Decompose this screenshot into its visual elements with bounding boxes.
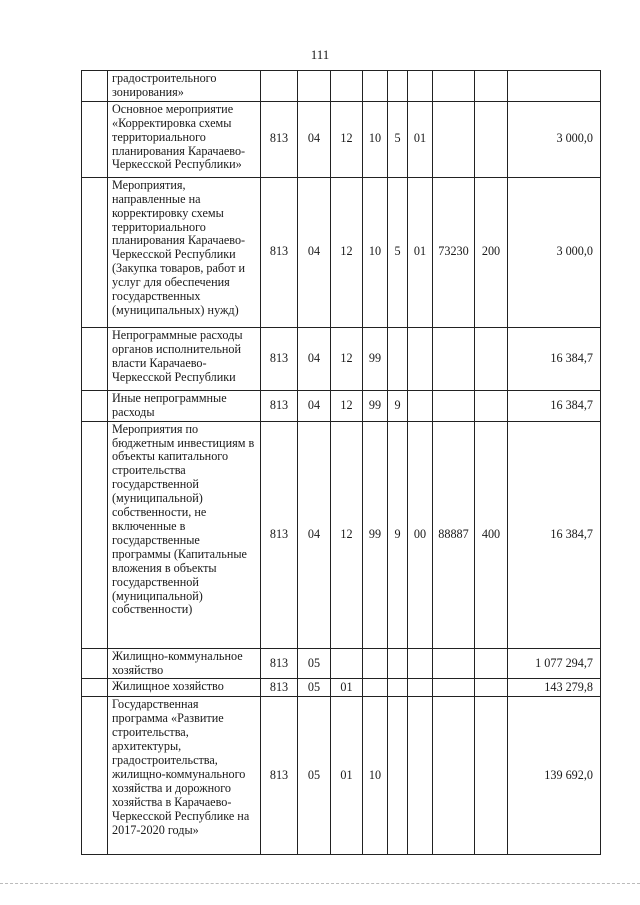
- section-code-cell: [298, 71, 331, 102]
- subprogram-code-cell: 5: [388, 101, 408, 177]
- event-code-cell: [408, 648, 433, 679]
- expense-type-cell: [475, 697, 508, 855]
- section-code-cell: 04: [298, 327, 331, 390]
- table-row: [82, 421, 601, 648]
- program-code-cell: [363, 679, 388, 697]
- item-name-cell: Жилищно-коммунальное хозяйство: [108, 648, 261, 679]
- amount-cell: 1 077 294,7: [508, 648, 601, 679]
- ministry-code-cell: [261, 71, 298, 102]
- ministry-code-cell: 813: [261, 421, 298, 648]
- row-number-cell: [82, 421, 108, 648]
- amount-cell: 3 000,0: [508, 177, 601, 327]
- amount-cell: 16 384,7: [508, 421, 601, 648]
- amount-cell: 16 384,7: [508, 327, 601, 390]
- table-row: [82, 177, 601, 327]
- row-number-cell: [82, 71, 108, 102]
- direction-code-cell: [433, 101, 475, 177]
- subsection-code-cell: 12: [331, 390, 363, 421]
- expense-type-cell: 400: [475, 421, 508, 648]
- amount-cell: 3 000,0: [508, 101, 601, 177]
- direction-code-cell: [433, 648, 475, 679]
- ministry-code-cell: 813: [261, 101, 298, 177]
- table-row: [82, 390, 601, 421]
- section-code-cell: 05: [298, 679, 331, 697]
- section-code-cell: 04: [298, 421, 331, 648]
- direction-code-cell: [433, 697, 475, 855]
- program-code-cell: 10: [363, 101, 388, 177]
- direction-code-cell: [433, 390, 475, 421]
- item-name-cell: Жилищное хозяйство: [108, 679, 261, 697]
- subprogram-code-cell: [388, 327, 408, 390]
- budget-table: [81, 70, 601, 855]
- table-row: [82, 648, 601, 679]
- expense-type-cell: [475, 101, 508, 177]
- item-name-cell: Государственная программа «Развитие строительства, архитектуры, градостроительства, жилищно-коммунального хозяйства и дорожного хозяйства в Карачаево-Черкесской Республике на 2017-2020 годы»: [108, 697, 261, 855]
- section-code-cell: 04: [298, 177, 331, 327]
- expense-type-cell: [475, 71, 508, 102]
- subprogram-code-cell: [388, 71, 408, 102]
- subsection-code-cell: 12: [331, 177, 363, 327]
- expense-type-cell: [475, 390, 508, 421]
- ministry-code-cell: 813: [261, 697, 298, 855]
- ministry-code-cell: 813: [261, 679, 298, 697]
- direction-code-cell: [433, 679, 475, 697]
- table-row: [82, 71, 601, 102]
- program-code-cell: [363, 71, 388, 102]
- subsection-code-cell: [331, 648, 363, 679]
- program-code-cell: 99: [363, 327, 388, 390]
- program-code-cell: 10: [363, 697, 388, 855]
- subsection-code-cell: 01: [331, 679, 363, 697]
- expense-type-cell: [475, 679, 508, 697]
- expense-type-cell: [475, 327, 508, 390]
- ministry-code-cell: 813: [261, 390, 298, 421]
- subprogram-code-cell: 9: [388, 390, 408, 421]
- row-number-cell: [82, 697, 108, 855]
- table-row: [82, 679, 601, 697]
- section-code-cell: 05: [298, 648, 331, 679]
- ministry-code-cell: 813: [261, 648, 298, 679]
- subprogram-code-cell: [388, 697, 408, 855]
- row-number-cell: [82, 679, 108, 697]
- subprogram-code-cell: [388, 679, 408, 697]
- ministry-code-cell: 813: [261, 327, 298, 390]
- table-row: [82, 327, 601, 390]
- row-number-cell: [82, 327, 108, 390]
- program-code-cell: [363, 648, 388, 679]
- item-name-cell: Мероприятия по бюджетным инвестициям в объекты капитального строительства государственной (муниципальной) собственности, не включенные в государственные программы (Капитальные вложения в объекты государственной (муниципальной) собственности): [108, 421, 261, 648]
- expense-type-cell: [475, 648, 508, 679]
- subsection-code-cell: 12: [331, 327, 363, 390]
- event-code-cell: [408, 679, 433, 697]
- page-number: 111: [310, 47, 330, 62]
- section-code-cell: 04: [298, 390, 331, 421]
- amount-cell: 139 692,0: [508, 697, 601, 855]
- section-code-cell: 04: [298, 101, 331, 177]
- row-number-cell: [82, 101, 108, 177]
- program-code-cell: 10: [363, 177, 388, 327]
- program-code-cell: 99: [363, 421, 388, 648]
- subsection-code-cell: 12: [331, 421, 363, 648]
- subsection-code-cell: 12: [331, 101, 363, 177]
- section-code-cell: 05: [298, 697, 331, 855]
- event-code-cell: [408, 327, 433, 390]
- expense-type-cell: 200: [475, 177, 508, 327]
- item-name-cell: Основное мероприятие «Корректировка схемы территориального планирования Карачаево-Черкесской Республики»: [108, 101, 261, 177]
- item-name-cell: Мероприятия, направленные на корректировку схемы территориального планирования Карачаево-Черкесской Республики (Закупка товаров, работ и услуг для обеспечения государственных (муниципальных) нужд): [108, 177, 261, 327]
- table-row: [82, 101, 601, 177]
- direction-code-cell: 88887: [433, 421, 475, 648]
- event-code-cell: [408, 390, 433, 421]
- subprogram-code-cell: 9: [388, 421, 408, 648]
- subsection-code-cell: [331, 71, 363, 102]
- subprogram-code-cell: 5: [388, 177, 408, 327]
- item-name-cell: Иные непрограммные расходы: [108, 390, 261, 421]
- amount-cell: 16 384,7: [508, 390, 601, 421]
- table-row: [82, 697, 601, 855]
- event-code-cell: 01: [408, 177, 433, 327]
- row-number-cell: [82, 648, 108, 679]
- scan-edge-line: [0, 883, 640, 884]
- direction-code-cell: 73230: [433, 177, 475, 327]
- program-code-cell: 99: [363, 390, 388, 421]
- direction-code-cell: [433, 327, 475, 390]
- ministry-code-cell: 813: [261, 177, 298, 327]
- row-number-cell: [82, 390, 108, 421]
- event-code-cell: 00: [408, 421, 433, 648]
- amount-cell: [508, 71, 601, 102]
- event-code-cell: [408, 71, 433, 102]
- event-code-cell: 01: [408, 101, 433, 177]
- amount-cell: 143 279,8: [508, 679, 601, 697]
- item-name-cell: градостроительного зонирования»: [108, 71, 261, 102]
- item-name-cell: Непрограммные расходы органов исполнительной власти Карачаево-Черкесской Республики: [108, 327, 261, 390]
- row-number-cell: [82, 177, 108, 327]
- event-code-cell: [408, 697, 433, 855]
- direction-code-cell: [433, 71, 475, 102]
- subprogram-code-cell: [388, 648, 408, 679]
- subsection-code-cell: 01: [331, 697, 363, 855]
